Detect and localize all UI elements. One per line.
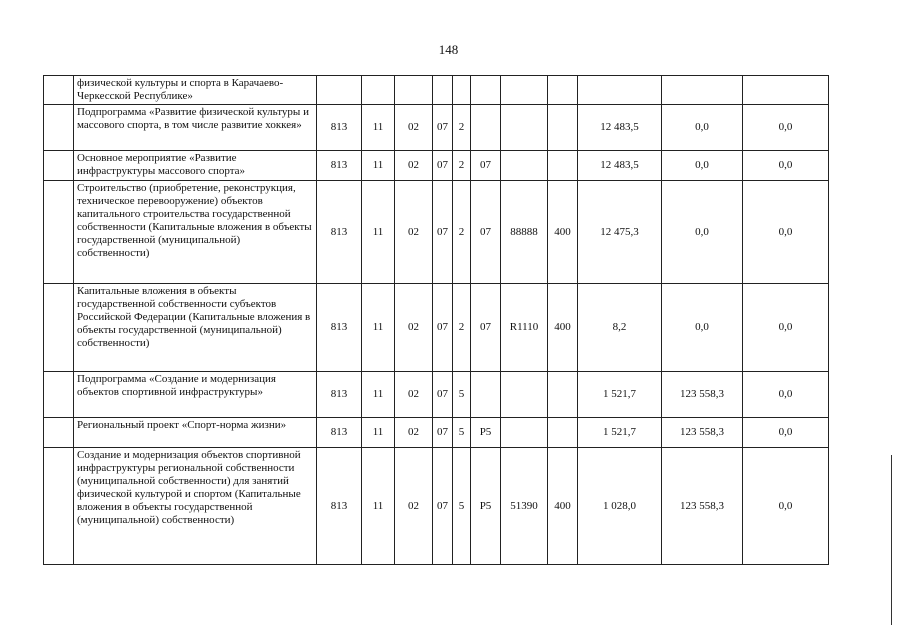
row-name: Капитальные вложения в объекты государственной собственности субъектов Российской Федерации (Капитальные вложения в объекты государственной (муниципальной) собственности)	[74, 284, 317, 372]
row-name: Региональный проект «Спорт-норма жизни»	[74, 418, 317, 448]
table-row	[44, 448, 829, 565]
cell-amount-1: 8,2	[578, 284, 662, 372]
cell-direction	[501, 151, 548, 181]
cell-subprogram: 5	[453, 448, 471, 565]
empty-cell	[44, 418, 74, 448]
cell-amount-3: 0,0	[743, 151, 829, 181]
cell-amount-1: 1 521,7	[578, 372, 662, 418]
cell-amount-2: 0,0	[662, 181, 743, 284]
cell-amount-3: 0,0	[743, 105, 829, 151]
cell-subprogram: 2	[453, 105, 471, 151]
cell-section: 11	[362, 372, 395, 418]
cell-section: 11	[362, 181, 395, 284]
cell-amount-3: 0,0	[743, 284, 829, 372]
cell-ministry: 813	[317, 151, 362, 181]
cell-program: 07	[433, 151, 453, 181]
cell-expense-type: 400	[548, 284, 578, 372]
cell-amount-2	[662, 76, 743, 105]
cell-program: 07	[433, 284, 453, 372]
cell-section: 11	[362, 418, 395, 448]
cell-amount-3	[743, 76, 829, 105]
cell-expense-type	[548, 372, 578, 418]
cell-ministry: 813	[317, 418, 362, 448]
cell-program: 07	[433, 418, 453, 448]
cell-program: 07	[433, 105, 453, 151]
cell-amount-2: 123 558,3	[662, 448, 743, 565]
row-name: Создание и модернизация объектов спортивной инфраструктуры региональной собственности (муниципальной собственности) для занятий физической культурой и спортом (Капитальные вложения в объекты государственной (муниципальной) собственности)	[74, 448, 317, 565]
cell-ministry: 813	[317, 181, 362, 284]
row-name: Основное мероприятие «Развитие инфраструктуры массового спорта»	[74, 151, 317, 181]
cell-program	[433, 76, 453, 105]
cell-direction: R1110	[501, 284, 548, 372]
cell-ministry: 813	[317, 448, 362, 565]
cell-event: 07	[471, 181, 501, 284]
cell-amount-2: 0,0	[662, 151, 743, 181]
cell-amount-1: 12 475,3	[578, 181, 662, 284]
table-row	[44, 181, 829, 284]
cell-section: 11	[362, 105, 395, 151]
cell-direction	[501, 418, 548, 448]
cell-program: 07	[433, 372, 453, 418]
cell-direction	[501, 372, 548, 418]
cell-expense-type	[548, 418, 578, 448]
cell-subsection: 02	[395, 372, 433, 418]
cell-amount-1: 1 028,0	[578, 448, 662, 565]
cell-expense-type	[548, 151, 578, 181]
table-row	[44, 418, 829, 448]
cell-subsection: 02	[395, 105, 433, 151]
cell-ministry	[317, 76, 362, 105]
cell-event: P5	[471, 448, 501, 565]
budget-table	[43, 75, 829, 565]
cell-subsection: 02	[395, 284, 433, 372]
cell-subsection	[395, 76, 433, 105]
cell-amount-1: 12 483,5	[578, 151, 662, 181]
row-name: Строительство (приобретение, реконструкция, техническое перевооружение) объектов капитального строительства государственной собственности (Капитальные вложения в объекты государственной (муниципальной) собственности)	[74, 181, 317, 284]
cell-subprogram: 2	[453, 181, 471, 284]
margin-line	[891, 455, 892, 625]
cell-expense-type: 400	[548, 448, 578, 565]
cell-subprogram: 5	[453, 418, 471, 448]
cell-direction: 88888	[501, 181, 548, 284]
cell-ministry: 813	[317, 372, 362, 418]
cell-subsection: 02	[395, 418, 433, 448]
cell-event: 07	[471, 151, 501, 181]
table-row	[44, 284, 829, 372]
table-row	[44, 76, 829, 105]
empty-cell	[44, 76, 74, 105]
cell-subprogram: 2	[453, 151, 471, 181]
cell-subsection: 02	[395, 448, 433, 565]
cell-section: 11	[362, 284, 395, 372]
cell-expense-type: 400	[548, 181, 578, 284]
row-name: Подпрограмма «Создание и модернизация объектов спортивной инфраструктуры»	[74, 372, 317, 418]
cell-direction	[501, 76, 548, 105]
cell-section	[362, 76, 395, 105]
cell-direction	[501, 105, 548, 151]
cell-amount-2: 0,0	[662, 105, 743, 151]
cell-amount-1: 12 483,5	[578, 105, 662, 151]
cell-amount-2: 0,0	[662, 284, 743, 372]
cell-subsection: 02	[395, 181, 433, 284]
empty-cell	[44, 151, 74, 181]
cell-amount-3: 0,0	[743, 448, 829, 565]
cell-amount-3: 0,0	[743, 418, 829, 448]
cell-event	[471, 105, 501, 151]
cell-section: 11	[362, 151, 395, 181]
cell-amount-3: 0,0	[743, 181, 829, 284]
empty-cell	[44, 372, 74, 418]
cell-subprogram	[453, 76, 471, 105]
cell-subprogram: 2	[453, 284, 471, 372]
row-name: физической культуры и спорта в Карачаево-Черкесской Республике»	[74, 76, 317, 105]
cell-subsection: 02	[395, 151, 433, 181]
cell-event: 07	[471, 284, 501, 372]
cell-program: 07	[433, 181, 453, 284]
cell-section: 11	[362, 448, 395, 565]
row-name: Подпрограмма «Развитие физической культуры и массового спорта, в том числе развитие хоккея»	[74, 105, 317, 151]
cell-expense-type	[548, 105, 578, 151]
cell-amount-1: 1 521,7	[578, 418, 662, 448]
table-row	[44, 151, 829, 181]
page-number: 148	[438, 42, 459, 57]
cell-event	[471, 372, 501, 418]
cell-amount-2: 123 558,3	[662, 372, 743, 418]
cell-direction: 51390	[501, 448, 548, 565]
cell-ministry: 813	[317, 105, 362, 151]
cell-amount-1	[578, 76, 662, 105]
table-row	[44, 105, 829, 151]
cell-event	[471, 76, 501, 105]
cell-program: 07	[433, 448, 453, 565]
empty-cell	[44, 181, 74, 284]
empty-cell	[44, 284, 74, 372]
cell-subprogram: 5	[453, 372, 471, 418]
cell-expense-type	[548, 76, 578, 105]
table-row	[44, 372, 829, 418]
empty-cell	[44, 448, 74, 565]
cell-ministry: 813	[317, 284, 362, 372]
cell-amount-2: 123 558,3	[662, 418, 743, 448]
cell-amount-3: 0,0	[743, 372, 829, 418]
empty-cell	[44, 105, 74, 151]
cell-event: P5	[471, 418, 501, 448]
